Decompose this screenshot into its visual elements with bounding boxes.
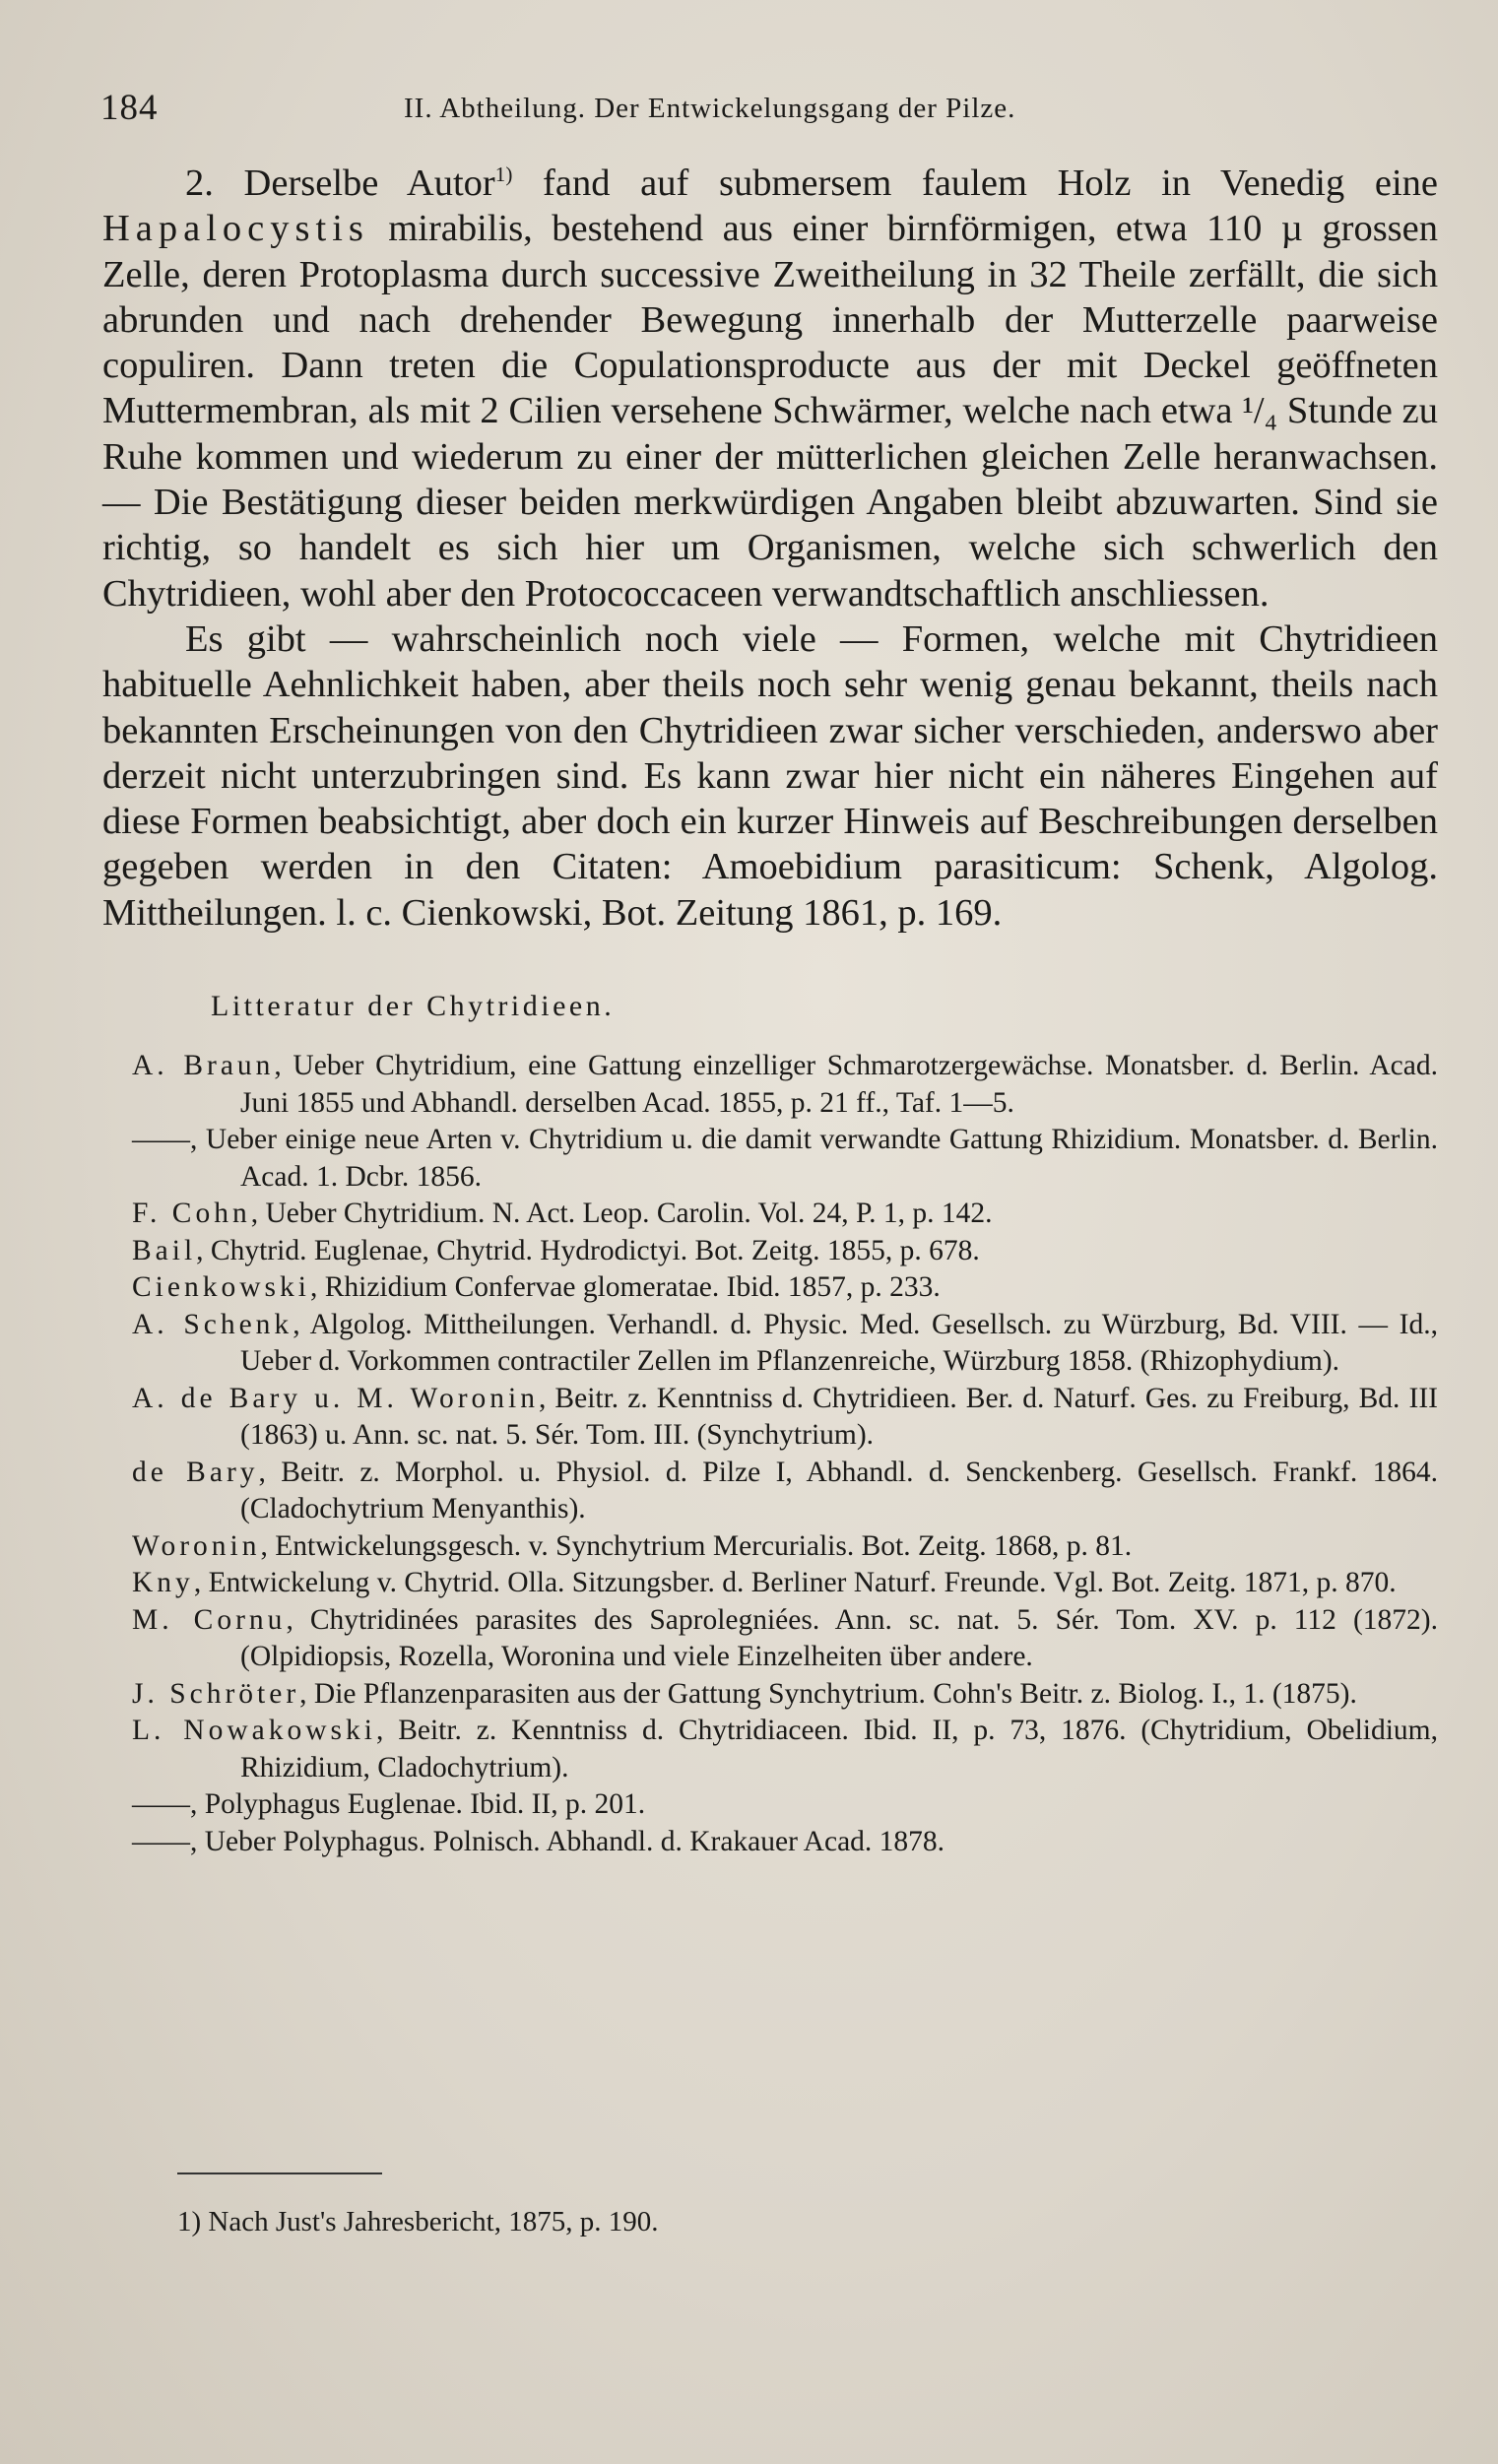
reference-author: de Bary [132,1456,259,1488]
reference-text: , Ueber einige neue Arten v. Chytridium u. die damit verwandte Gattung Rhizidium. Monatsber. d. Berlin. Acad. 1. Dcbr. 1856. [190,1124,1438,1193]
reference-author: A. Schenk [132,1308,293,1340]
genus-name: Hapalocystis [102,208,369,250]
reference-item [102,1233,1438,1270]
reference-text: , Ueber Chytridium. N. Act. Leop. Carolin. Vol. 24, P. 1, p. 142. [250,1198,993,1230]
reference-author: —— [132,1124,190,1156]
reference-text: , Die Pflanzenparasiten aus der Gattung Synchytrium. Cohn's Beitr. z. Biolog. I., 1. (1875). [299,1677,1357,1710]
reference-item [102,1528,1438,1566]
reference-item [102,1381,1438,1455]
page-number: 184 [100,88,159,128]
reference-list [102,1048,1438,1860]
reference-text: , Rhizidium Confervae glomeratae. Ibid. 1857, p. 233. [309,1271,941,1304]
reference-text: , Chytrid. Euglenae, Chytrid. Hydrodictyi. Bot. Zeitg. 1855, p. 678. [196,1234,980,1266]
reference-author: Bail [132,1234,197,1266]
reference-author: Cienkowski [132,1271,310,1304]
reference-item [102,1122,1438,1196]
reference-item [102,1196,1438,1233]
reference-item [102,1602,1438,1676]
reference-text: , Ueber Chytridium, eine Gattung einzelliger Schmarotzergewächse. Monatsber. d. Berlin. Acad. Juni 1855 und Abhandl. derselben Acad. 1855, p. 21 ff., Taf. 1—5. [240,1050,1438,1119]
reference-item [102,1307,1438,1381]
reference-text: , Beitr. z. Morphol. u. Physiol. d. Pilze I, Abhandl. d. Senckenberg. Gesellsch. Frankf. 1864. (Cladochytrium Menyanthis). [240,1456,1438,1525]
paragraph-2: Es gibt — wahrscheinlich noch viele — Formen, welche mit Chytridieen habituelle Aehnlichkeit haben, aber theils noch sehr wenig genau bekannt, theils nach bekannten Erscheinungen von den Chytridieen zwar sicher verschieden, anderswo aber derzeit nicht unterzubringen sind. Es kann zwar hier nicht ein näheres Eingehen auf diese Formen beabsichtigt, aber doch ein kurzer Hinweis auf Beschreibungen derselben gegeben werden in den Citaten: Amoebidium parasiticum: Schenk, Algolog. Mittheilungen. l. c. Cienkowski, Bot. Zeitung 1861, p. 169. [102,617,1438,934]
reference-text: , Beitr. z. Kenntniss d. Chytridiaceen. Ibid. II, p. 73, 1876. (Chytridium, Obelidium, Rhizidium, Cladochytrium). [240,1715,1439,1783]
reference-author: F. Cohn [132,1198,251,1230]
reference-item [102,1269,1438,1307]
literature-heading: Litteratur der Chytridieen. [211,990,616,1023]
paragraph-1-rest: mirabilis, bestehend aus einer birnförmigen, etwa 110 µ grossen Zelle, deren Protoplasma durch successive Zweitheilung in 32 Theile zerfällt, die sich abrunden und nach drehender Bewegung innerhalb der Mutterzelle paarweise copuliren. Dann treten die Copulationsproducte aus der mit Deckel geöffneten Muttermembran, als mit 2 Cilien versehene Schwärmer, welche nach etwa ¹/₄ Stunde zu Ruhe kommen und wiederum zu einer der mütterlichen gleichen Zelle heranwachsen. — Die Bestätigung dieser beiden merkwürdigen Angaben bleibt abzuwarten. Sind sie richtig, so handelt es sich hier um Organismen, welche sich schwerlich den Chytridieen, wohl aber den Protococcaceen verwandtschaftlich anschliessen. [102,208,1438,615]
main-text [102,161,1438,1860]
reference-item [102,1824,1438,1861]
page-header [100,87,1125,136]
reference-author: A. de Bary u. M. Woronin [132,1382,539,1414]
reference-text: , Ueber Polyphagus. Polnisch. Abhandl. d. Krakauer Acad. 1878. [190,1825,945,1857]
footnote-marker: 1) [494,162,513,187]
reference-author: —— [132,1825,190,1857]
reference-author: Woronin [132,1529,261,1562]
footnote-divider [177,2172,382,2174]
reference-item [102,1565,1438,1602]
reference-item [102,1713,1438,1786]
reference-text: , Algolog. Mittheilungen. Verhandl. d. Physic. Med. Gesellsch. zu Würzburg, Bd. VIII. — Id., Ueber d. Vorkommen contractiler Zellen im Pflanzenreiche, Würzburg 1858. (Rhizophydium). [240,1308,1439,1378]
reference-text: , Polyphagus Euglenae. Ibid. II, p. 201. [190,1788,646,1821]
reference-item [102,1455,1438,1528]
paragraph-1-start: 2. Derselbe Autor [185,162,495,204]
reference-author: A. Braun [132,1050,275,1082]
paragraph-1-mid: fand auf submersem faulem Holz in Venedig eine [512,162,1438,204]
reference-author: M. Cornu [132,1603,287,1636]
reference-author: Kny [132,1567,194,1599]
reference-text: , Entwickelungsgesch. v. Synchytrium Mercurialis. Bot. Zeitg. 1868, p. 81. [260,1529,1133,1562]
footnote: 1) Nach Just's Jahresbericht, 1875, p. 190. [177,2206,659,2237]
paragraph-1 [102,161,1438,616]
reference-text: , Entwickelung v. Chytrid. Olla. Sitzungsber. d. Berliner Naturf. Freunde. Vgl. Bot. Zeitg. 1871, p. 870. [193,1567,1397,1599]
reference-text: , Beitr. z. Kenntniss d. Chytridieen. Ber. d. Naturf. Ges. zu Freiburg, Bd. III (1863) u. Ann. sc. nat. 5. Sér. Tom. III. (Synchytrium). [240,1382,1438,1452]
running-head: II. Abtheilung. Der Entwickelungsgang der Pilze. [404,93,1016,124]
reference-text: , Chytridinées parasites des Saprolegniées. Ann. sc. nat. 5. Sér. Tom. XV. p. 112 (1872). (Olpidiopsis, Rozella, Woronina und viele Einzelheiten über andere. [240,1603,1439,1673]
reference-item [102,1786,1438,1824]
reference-author: —— [132,1788,190,1821]
reference-item [102,1676,1438,1714]
reference-author: J. Schröter [132,1677,300,1710]
reference-author: L. Nowakowski [132,1715,376,1747]
reference-item [102,1048,1438,1122]
